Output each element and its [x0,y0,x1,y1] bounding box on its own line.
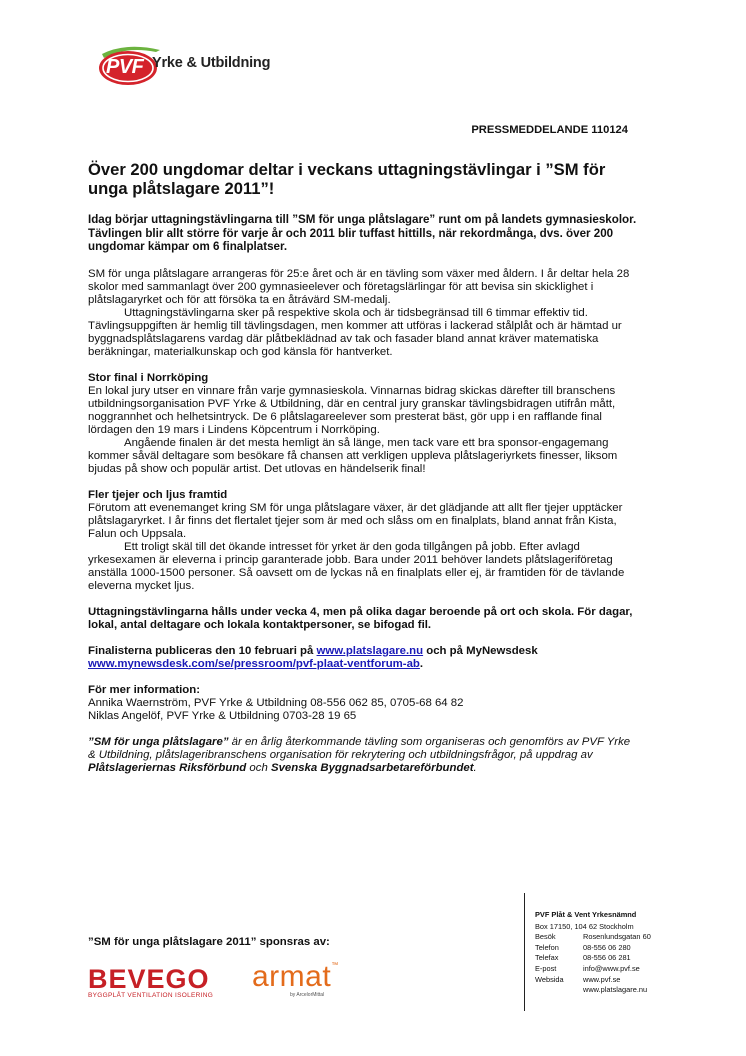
address-row: Besök Rosenlundsgatan 60 [535,932,651,942]
publish-paragraph [88,645,640,671]
address-org: PVF Plåt & Vent Yrkesnämnd [535,910,637,919]
intro-paragraph-1: SM för unga plåtslagare arrangeras för 25:e året och är en tävling som växer med åldern. I år deltar hela 28 skolor med sammanlagt över 200 gymnasieelever och företagslärlingar för att bevisa sin skicklighet i plåtslagaryrket och för att försöka ta en åtrávärd SM-medalj. [88,267,630,306]
bevego-logo [88,965,213,999]
about-paragraph [88,736,640,775]
page-title: Över 200 ungdomar deltar i veckans uttagningstävlingar i ”SM för unga plåtslagare 2011”! [88,160,606,198]
address-box: Box 17150, 104 62 Stockholm [535,921,634,931]
final-paragraph-2: Angående finalen är det mesta hemligt än så länge, men tack vare ett bra sponsor-engagemang kommer såväl deltagare som besökare få chansen att verkligen uppleva plåtslageriyrkets finesser, liksom bjudas på show och populär artist. Det utlovas en händelserik final! [88,436,618,475]
address-row: Telefon 08-556 06 280 [535,942,631,952]
intro-paragraph-2: Uttagningstävlingarna sker på respektive skola och är tidsbegränsad till 6 timmar effektiv tid. Tävlingsuppgiften är hemlig till tävlingsdagen, men kommer att utföras i lackerad stålplåt och är hämtad ur byggnadsplåtslagarens vardag där plåtbeklädnad av tak och fasader bland annat kräver matematiska beräkningar, materialkunskap och god känsla för hantverket. [88,306,622,358]
about-end: . [473,761,477,774]
armat-tagline: by ArcelorMittal [290,992,325,998]
armat-logo [252,962,338,998]
contact-line-1: Annika Waernström, PVF Yrke & Utbildning 08-556 062 85, 0705-68 64 82 [88,696,464,709]
future-paragraph-1: Förutom att evenemanget kring SM för unga plåtslagare växer, är det glädjande att allt fler tjejer upptäcker plåtslagaryrket. I år finns det flertalet tjejer som är med och slåss om en finalplats, bland annat från Kista, Falun och Uppsala. [88,501,623,540]
about-org-1: Plåtslageriernas Riksförbund [88,761,247,774]
address-block [535,910,651,996]
article-body [88,160,640,775]
section-heading-future: Fler tjejer och ljus framtid [88,488,228,501]
address-row: www.platslagare.nu [583,985,648,995]
address-row: Websida www.pvf.se [535,974,621,984]
armat-tm: ™ [331,962,339,969]
publish-suffix: . [419,657,424,670]
final-paragraph-1: En lokal jury utser en vinnare från varje gymnasieskola. Vinnarnas bidrag skickas därefter till branschens utbildningsorganisation PVF Yrke & Utbildning, där en central jury granskar tävlingsbidragen utifrån mått, noggrannhet och helhetsintryck. De 6 plåtslagareelever som presterat bäst, gör upp i en rafflande final lördagen den 19 mars i Lindens Köpcentrum i Norrköping. [88,384,616,436]
publish-prefix: Finalisterna publiceras den 10 februari på [88,644,317,657]
brand-name: Yrke & Utbildning [152,55,271,71]
section-heading-final: Stor final i Norrköping [88,371,209,384]
publish-middle: och på MyNewsdesk [423,644,538,657]
sponsor-label: ”SM för unga plåtslagare 2011” sponsras av: [88,936,330,948]
logo-wordmark: PVF [106,56,144,78]
lead-paragraph: Idag börjar uttagningstävlingarna till ”SM för unga plåtslagare” runt om på landets gymnasieskolor. Tävlingen blir allt större för varje år och 2011 blir tuffast hittills, när rekordmånga, dvs. över 200 ungdomar kämpar om 6 finalplatser. [88,213,637,253]
about-and: och [246,761,271,774]
future-paragraph-2: Ett troligt skäl till det ökande intresset för yrket är den goda tillgången på jobb. Efter avlagd yrkesexamen är eleverna i princip garanterade jobb. Bara under 2011 behöver landets plåtslageriföretag anställa 1000-1500 personer. Så oavsett om de lyckas nå en finalplats eller ej, är framtiden för de tävlande eleverna mycket ljus. [88,540,625,592]
mynewsdesk-link[interactable]: www.mynewsdesk.com/se/pressroom/pvf-plaat-ventforum-ab [88,657,420,670]
address-divider [524,893,525,1011]
about-lead: ”SM för unga plåtslagare” [88,735,229,748]
press-release-label: PRESSMEDDELANDE 110124 [471,124,628,136]
schedule-paragraph: Uttagningstävlingarna hålls under vecka 4, men på olika dagar beroende på ort och skola. För dagar, lokal, antal deltagare och lokala kontaktpersoner, se bifogad fil. [88,605,633,631]
about-text: är en årlig återkommande tävling som organiseras och genomförs av PVF Yrke & Utbildning, plåtslageribranschens organisation för rekrytering och utbildningsfrågor, på uppdrag av [88,735,631,761]
bevego-tagline: BYGGPLÅT VENTILATION ISOLERING [88,992,214,999]
address-row: Telefax 08-556 06 281 [535,953,631,963]
address-row: E-post info@www.pvf.se [535,963,640,973]
about-org-2: Svenska Byggnadsarbetareförbundet [270,761,474,774]
bevego-wordmark: BEVEGO [88,964,210,994]
platslagare-link[interactable]: www.platslagare.nu [316,644,424,657]
info-heading: För mer information: [88,683,201,696]
contact-line-2: Niklas Angelöf, PVF Yrke & Utbildning 0703-28 19 65 [88,709,357,722]
armat-wordmark: armat [252,960,332,993]
